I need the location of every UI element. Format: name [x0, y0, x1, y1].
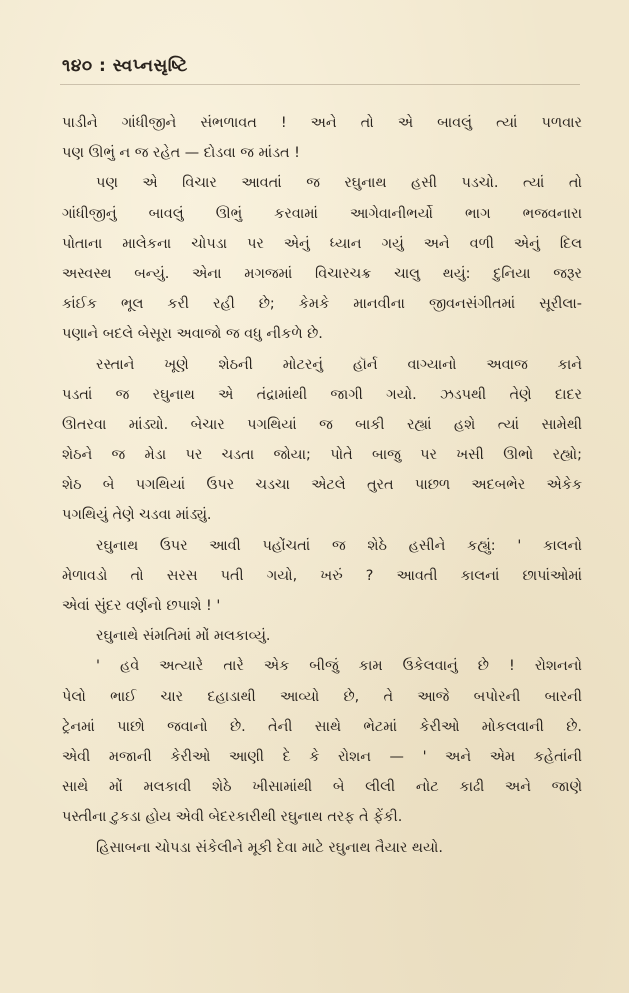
- text-line: પણ એ વિચાર આવતાં જ રઘુનાથ હસી પડચો. ત્યાં તો: [96, 175, 582, 192]
- text-line: સાથે મોં મલકાવી શેઠે ખીસામાંથી બે લીલી નોટ કાઢી અને જાણે: [62, 779, 582, 796]
- text-line: શેઠ બે પગથિયાં ઉપર ચડચા એટલે તુરત પાછળ અદબભેર એકેક: [62, 477, 582, 494]
- text-line: પણ ઊભું ન જ રહેત — દોડવા જ માંડત !: [62, 145, 300, 162]
- paragraph: [62, 651, 582, 832]
- text-line: એવી મજાની કેરીઓ આણી દે કે રોશન — ' અને એમ કહેતાંની: [62, 748, 582, 765]
- text-line: અસ્વસ્થ બન્યું. એના મગજમાં વિચારચક્ર ચાલુ થયું: દુનિયા જરૂર: [62, 265, 582, 282]
- header-divider: [60, 84, 580, 85]
- text-line: પડતાં જ રઘુનાથ એ તંદ્રામાંથી જાગી ગયો. ઝડપથી તેણે દાદર: [62, 386, 582, 403]
- text-line: કાંઈક ભૂલ કરી રહી છે; કેમકે માનવીના જીવનસંગીતમાં સૂરીલા-: [62, 296, 582, 313]
- text-line: પોતાના માલેકના ચોપડા પર એનું ધ્યાન ગયું અને વળી એનું દિલ: [62, 235, 582, 252]
- text-line: શેઠને જ મેડા પર ચડતા જોયા; પોતે બાજુ પર ખસી ઊભો રહ્યો;: [62, 447, 582, 464]
- text-line: એવાં સુંદર વર્ણનો છપાશે ! ': [62, 598, 221, 614]
- paragraph: [62, 168, 582, 349]
- text-line: પાડીને ગાંધીજીને સંભળાવત ! અને તો એ બાવલું ત્યાં પળવાર: [62, 115, 582, 131]
- text-line: રઘુનાથે સંમતિમાં મોં મલકાવ્યું.: [96, 628, 271, 645]
- paragraph: [62, 108, 582, 168]
- text-line: ' હવે અત્યારે તારે એક બીજું કામ ઉકેલવાનું છે ! રોશનનો: [96, 658, 582, 675]
- text-line: પણાને બદલે બેસૂરા અવાજો જ વધુ નીકળે છે.: [62, 326, 323, 343]
- text-line: હિસાબના ચોપડા સંકેલીને મૂકી દેવા માટે રઘુનાથ તૈયાર થયો.: [96, 839, 443, 856]
- running-head: ૧૪૦ : સ્વપ્નસૃષ્ટિ: [62, 56, 188, 76]
- text-line: ગાંધીજીનું બાવલું ઊભું કરવામાં આગેવાનીભર્યો ભાગ ભજવનારા: [62, 205, 582, 222]
- text-line: પેલો ભાઈ ચાર દહાડાથી આવ્યો છે, તે આજે બપોરની બારની: [62, 688, 582, 705]
- text-line: મેળાવડો તો સરસ પતી ગયો, ખરું ? આવતી કાલનાં છાપાંઓમાં: [62, 567, 582, 584]
- text-line: ટ્રેનમાં પાછો જવાનો છે. તેની સાથે ભેટમાં કેરીઓ મોકલવાની છે.: [62, 718, 582, 735]
- paragraph: [62, 350, 582, 531]
- paragraph: [62, 621, 582, 651]
- body-text: [62, 108, 582, 863]
- text-line: પગથિયું તેણે ચડવા માંડ્યું.: [62, 507, 212, 524]
- paragraph: [62, 833, 582, 863]
- text-line: પસ્તીના ટુકડા હોય એવી બેદરકારીથી રઘુનાથ તરફ તે ફેંકી.: [62, 809, 403, 826]
- text-line: રઘુનાથ ઉપર આવી પહોંચતાં જ શેઠે હસીને કહ્યું: ' કાલનો: [96, 537, 582, 554]
- text-line: રસ્તાને ખૂણે શેઠની મોટરનું હૉર્ન વાગ્યાનો અવાજ કાને: [96, 356, 582, 373]
- paragraph: [62, 531, 582, 622]
- text-line: ઊતરવા માંડ્યો. બેચાર પગથિયાં જ બાકી રહ્યાં હશે ત્યાં સામેથી: [62, 416, 582, 433]
